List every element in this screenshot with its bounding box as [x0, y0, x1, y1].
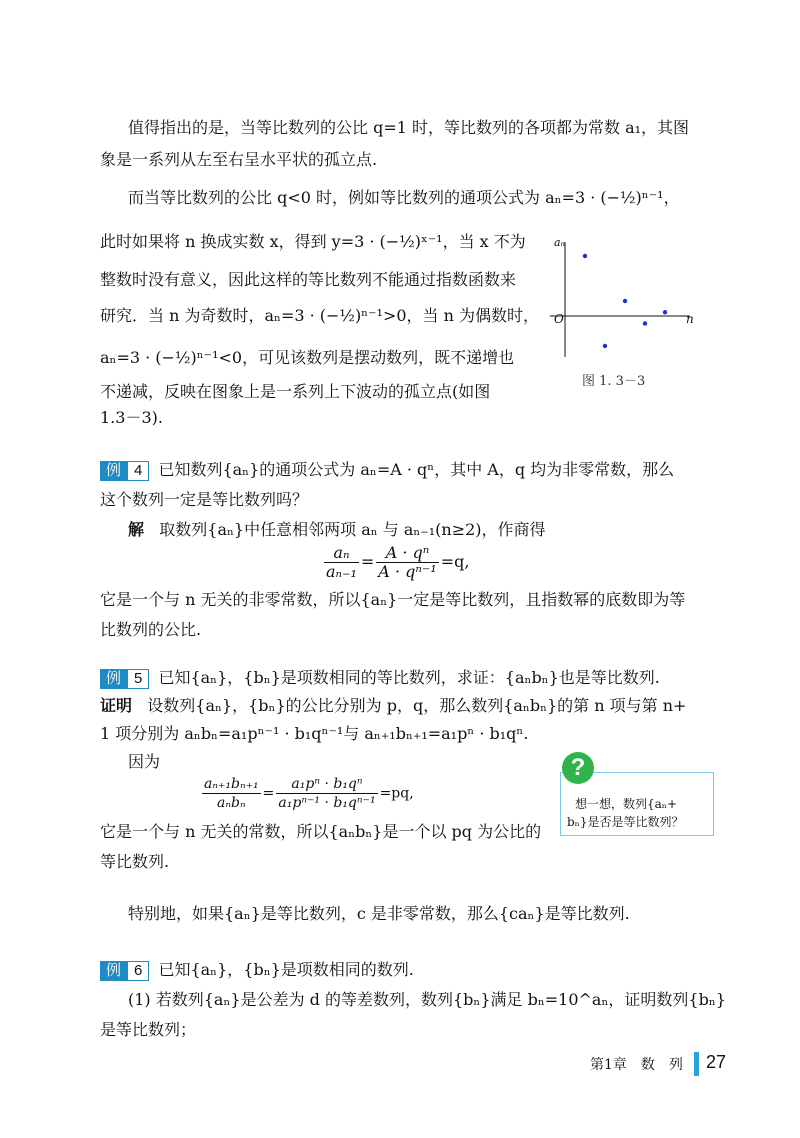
para2-line2: 此时如果将 n 换成实数 x，得到 y=3 · (−½)ˣ⁻¹，当 x 不为: [100, 232, 526, 251]
page-number: 27: [706, 1052, 727, 1072]
para2-line6: 不递减，反映在图象上是一系列上下波动的孤立点(如图: [100, 382, 491, 401]
ex4-frac1: [324, 544, 359, 581]
ex5-frac2-den: a₁pⁿ⁻¹ · b₁qⁿ⁻¹: [278, 795, 376, 811]
example5-line1: [100, 668, 660, 689]
sequence-point-5: [663, 310, 667, 314]
example5-equation: $\frac{\text{aₙ₊₁bₙ₊₁}}{\text{aₙbₙ}}$ = $\frac{\text{a₁pⁿ · b₁qⁿ}}{\text{a₁pⁿ⁻¹ · b₁qⁿ⁻¹}}$ =pq,: [204, 776, 414, 811]
example5-proof-line1: [100, 696, 686, 716]
ex4-frac2: [376, 544, 438, 581]
sequence-point-4: [643, 321, 647, 325]
note-line1: 想一想，数列{aₙ+: [575, 797, 678, 811]
origin-label: O: [554, 312, 564, 326]
example6-text1: 已知{aₙ}，{bₙ}是项数相同的数列.: [158, 960, 414, 979]
footer-chapter: 第1章 数 列: [590, 1057, 683, 1073]
sequence-point-1: [583, 254, 587, 258]
proof-text1: 设数列{aₙ}，{bₙ}的公比分别为 p，q，那么数列{aₙbₙ}的第 n 项与第 n+: [147, 696, 687, 715]
ex5-eq-tail: =pq,: [379, 785, 414, 802]
ex4-frac1-num: aₙ: [324, 544, 359, 563]
para2-line5: aₙ=3 · (−½)ⁿ⁻¹<0，可见该数列是摆动数列，既不递增也: [100, 348, 515, 367]
ex5-frac1-num: aₙ₊₁bₙ₊₁: [204, 776, 259, 792]
solution-text1: 取数列{aₙ}中任意相邻两项 aₙ 与 aₙ₋₁(n≥2)，作商得: [159, 520, 546, 539]
figure-plot: [540, 232, 700, 362]
para2-line3: 整数时没有意义，因此这样的等比数列不能通过指数函数来: [100, 270, 517, 289]
para1-line1: 值得指出的是，当等比数列的公比 q=1 时，等比数列的各项都为常数 a₁，其图: [128, 118, 690, 137]
example5-proof-line3: 因为: [128, 752, 161, 771]
figure-1-3-3: [540, 232, 700, 362]
example4-label: 例: [100, 461, 127, 481]
ex5-frac2: [276, 775, 377, 812]
example4-solution-line3: 比数列的公比.: [100, 620, 202, 639]
ex4-eq-tail: =q,: [440, 552, 470, 571]
note-line2: bₙ}是否是等比数列？: [567, 815, 684, 829]
example4-solution-line1: [128, 520, 546, 540]
para1-line2: 象是一系列从左至右呈水平状的孤立点.: [100, 150, 378, 169]
ex5-frac1: [202, 775, 261, 812]
footer-bar: [694, 1052, 699, 1076]
example4-solution-line2: 它是一个与 n 无关的非零常数，所以{aₙ}一定是等比数列，且指数幂的底数即为等: [100, 590, 686, 609]
example6-line1: [100, 960, 414, 981]
para2-line7: 1.3－3).: [100, 408, 163, 427]
example5-number: 5: [127, 669, 149, 689]
example5-proof-line4: 它是一个与 n 无关的常数，所以{aₙbₙ}是一个以 pq 为公比的: [100, 822, 542, 841]
y-axis-label: aₙ: [554, 236, 566, 249]
example4-line2: 这个数列一定是等比数列吗？: [100, 490, 309, 509]
example6-number: 6: [127, 961, 149, 981]
example6-line3: 是等比数列；: [100, 1020, 197, 1039]
example4-text1: 已知数列{aₙ}的通项公式为 aₙ=A · qⁿ，其中 A，q 均为非零常数，那么: [158, 460, 675, 479]
ex4-frac1-den: aₙ₋₁: [326, 562, 357, 581]
example5-text1: 已知{aₙ}，{bₙ}是项数相同的等比数列，求证：{aₙbₙ}也是等比数列.: [158, 668, 660, 687]
example5-proof-line5: 等比数列.: [100, 852, 170, 871]
ex4-frac2-num: A · qⁿ: [376, 544, 438, 563]
example5-proof-line2: 1 项分别为 aₙbₙ=a₁pⁿ⁻¹ · b₁qⁿ⁻¹与 aₙ₊₁bₙ₊₁=a₁pⁿ · b₁qⁿ.: [100, 724, 529, 743]
ex5-frac2-num: a₁pⁿ · b₁qⁿ: [276, 775, 377, 794]
example4-equation: $\frac{\text{aₙ}}{\text{aₙ₋₁}}$ = $\frac{\text{A · qⁿ}}{\text{A · qⁿ⁻¹}}$ =q,: [326, 543, 470, 581]
example4-number: 4: [127, 461, 149, 481]
figure-caption: 图 1. 3－3: [582, 374, 646, 389]
x-axis-label: n: [686, 312, 694, 326]
solution-label: 解: [128, 520, 145, 539]
sequence-point-2: [603, 344, 607, 348]
para2-line1: 而当等比数列的公比 q<0 时，例如等比数列的通项公式为 aₙ=3 · (−½)ⁿ⁻¹，: [128, 188, 680, 207]
sequence-point-3: [623, 299, 627, 303]
ex4-frac2-den: A · qⁿ⁻¹: [378, 562, 437, 581]
ex5-frac1-den: aₙbₙ: [217, 795, 246, 811]
para2-line4: 研究．当 n 为奇数时，aₙ=3 · (−½)ⁿ⁻¹>0，当 n 为偶数时，: [100, 306, 540, 325]
special-remark: 特别地，如果{aₙ}是等比数列，c 是非零常数，那么{caₙ}是等比数列.: [128, 904, 630, 923]
example5-label: 例: [100, 669, 127, 689]
question-icon: ?: [562, 752, 594, 784]
example6-line2: (1) 若数列{aₙ}是公差为 d 的等差数列，数列{bₙ}满足 bₙ=10^aₙ，证明数列{bₙ}: [128, 990, 726, 1009]
example4-line1: [100, 460, 674, 481]
proof-label: 证明: [100, 696, 133, 715]
example6-label: 例: [100, 961, 127, 981]
